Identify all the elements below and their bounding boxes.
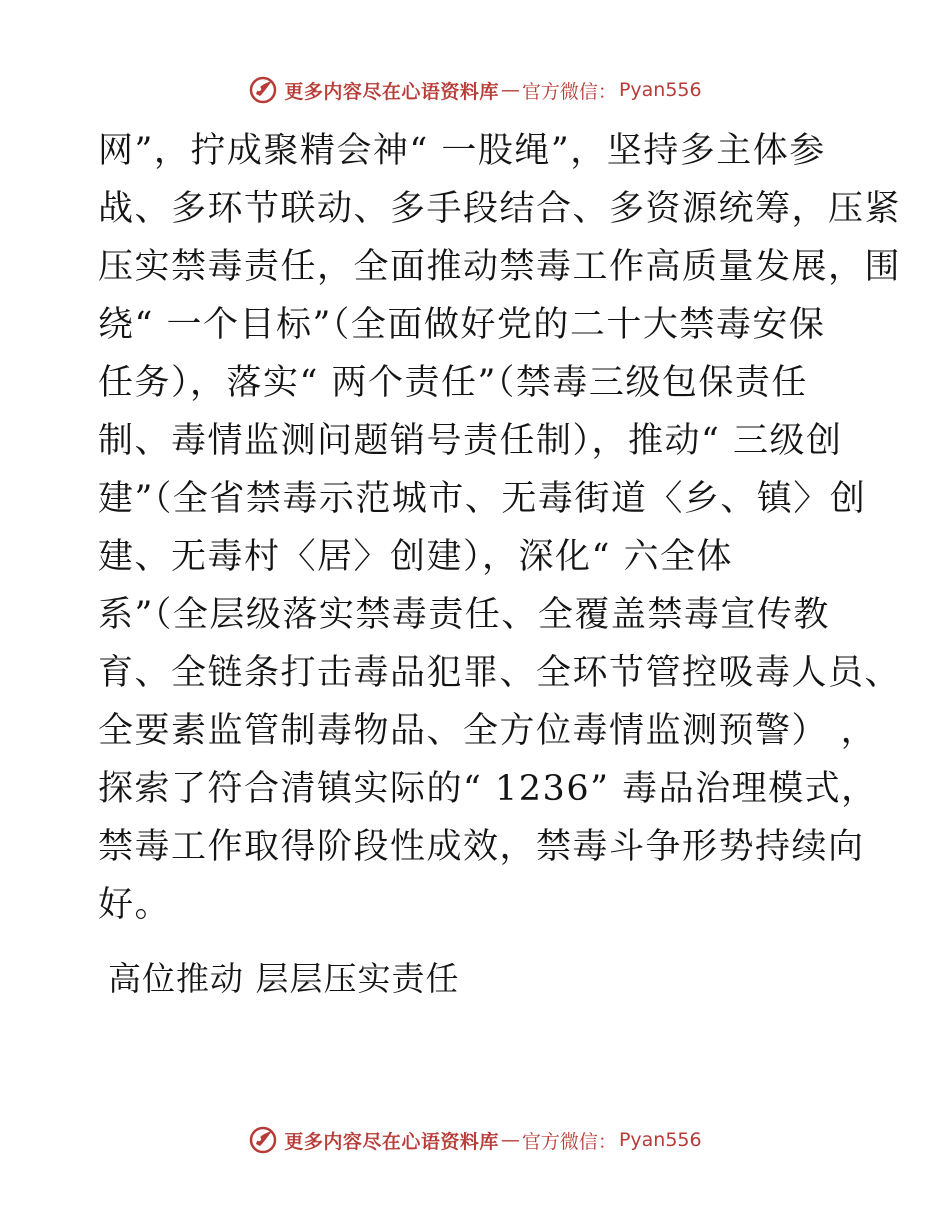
body-line: 育、全链条打击毒品犯罪、全环节管控吸毒人员、 (98, 653, 902, 693)
banner-wechat-label: 官方微信： (521, 1130, 617, 1153)
body-line: 系”（全层级落实禁毒责任、全覆盖禁毒宣传教 (98, 595, 830, 635)
body-line: 任务），落实“ 两个责任”（禁毒三级包保责任 (98, 363, 808, 403)
body-line: 探索了符合清镇实际的“ 1236” 毒品治理模式， (98, 769, 878, 809)
body-line: 压实禁毒责任，全面推动禁毒工作高质量发展，围 (98, 247, 902, 287)
section-heading: 高位推动 层层压实责任 (108, 959, 460, 998)
logo-icon (248, 1125, 278, 1155)
body-paragraph (98, 122, 902, 934)
header-banner (0, 70, 950, 110)
body-line: 制、毒情监测问题销号责任制），推动“ 三级创 (98, 421, 843, 461)
logo-icon (248, 75, 278, 105)
banner-site-text: 更多内容尽在心语资料库 (284, 80, 499, 103)
body-line: 绕“ 一个目标”（全面做好党的二十大禁毒安保 (98, 305, 826, 345)
body-line: 战、多环节联动、多手段结合、多资源统筹，压紧 (98, 189, 902, 229)
banner-wechat-id: Pyan556 (618, 79, 702, 101)
banner-dash: — (500, 79, 520, 101)
body-line: 建”（全省禁毒示范城市、无毒街道〈乡、镇〉创 (98, 479, 867, 519)
body-line: 禁毒工作取得阶段性成效，禁毒斗争形势持续向 (98, 827, 865, 867)
banner-site-text: 更多内容尽在心语资料库 (284, 1130, 499, 1153)
banner-wechat-label: 官方微信： (521, 80, 617, 103)
body-line: 全要素监管制毒物品、全方位毒情监测预警） ， (98, 711, 878, 751)
body-line: 网”，拧成聚精会神“ 一股绳”，坚持多主体参 (98, 131, 826, 171)
banner-wechat-id: Pyan556 (618, 1129, 702, 1151)
body-line: 建、无毒村〈居〉创建），深化“ 六全体 (98, 537, 734, 577)
footer-banner (0, 1120, 950, 1160)
body-line: 好。 (98, 885, 172, 925)
banner-dash: — (500, 1129, 520, 1151)
